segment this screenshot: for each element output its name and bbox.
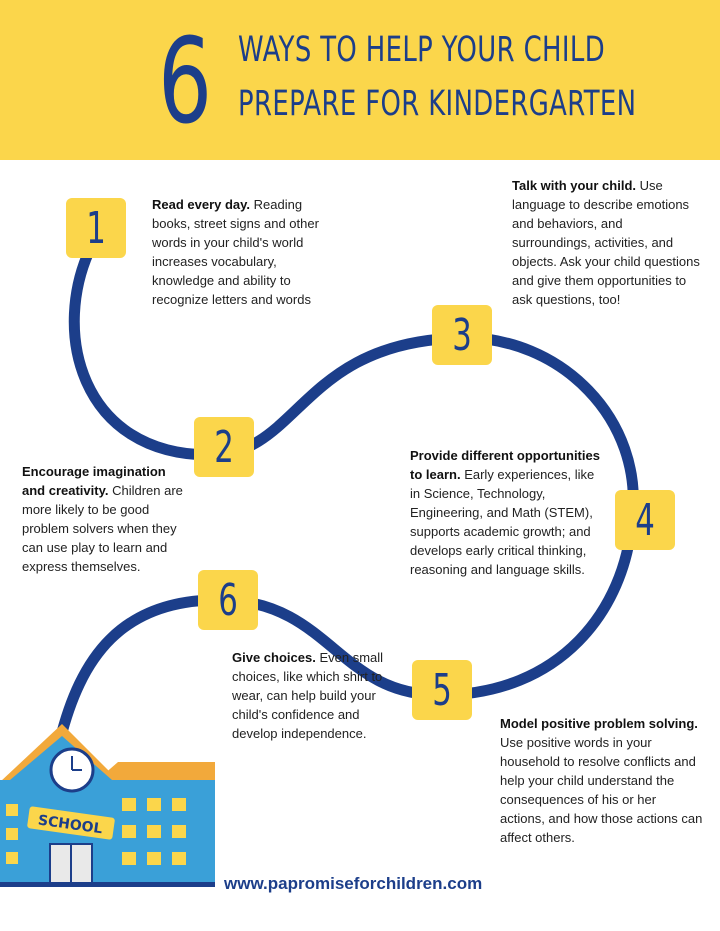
step-6-body: Even small choices, like which shirt to wear, can help build your child's confidence and develop independence. (232, 650, 384, 741)
step-1-badge (66, 198, 126, 258)
title-line-1: WAYS TO HELP YOUR CHILD (238, 30, 606, 70)
step-4-text (410, 446, 606, 579)
step-1-body: Reading books, street signs and other words in your child's world increases vocabulary, knowledge and ability to recognize letters and words (152, 197, 319, 307)
step-5-number: 5 (432, 664, 452, 716)
title-line-2: PREPARE FOR KINDERGARTEN (238, 84, 637, 124)
step-5-badge (412, 660, 472, 720)
step-4-body: Early experiences, like in Science, Technology, Engineering, and Math (STEM), supports academic growth; and develops early critical thinking, reasoning and language skills. (410, 467, 595, 577)
step-3-heading: Talk with your child. (512, 178, 636, 193)
step-2-badge (194, 417, 254, 477)
step-6-text (232, 648, 394, 743)
header-number: 6 (158, 12, 213, 150)
step-2-body: Children are more likely to be good problem solvers when they can use play to learn and express themselves. (22, 483, 183, 574)
step-1-heading: Read every day. (152, 197, 251, 212)
step-5-heading: Model positive problem solving. (500, 716, 698, 731)
step-4-heading: Provide different opportunities to learn. (410, 448, 600, 482)
step-1-text (152, 195, 327, 309)
step-3-badge (432, 305, 492, 365)
step-3-body: Use language to describe emotions and behaviors, and surroundings, activities, and objects. Ask your child questions and give them opportunities to ask questions, too! (512, 178, 700, 307)
step-4-number: 4 (635, 494, 655, 546)
step-6-heading: Give choices. (232, 650, 316, 665)
step-2-text (22, 462, 190, 576)
step-2-number: 2 (214, 421, 234, 473)
school-building-icon (0, 710, 215, 890)
step-3-number: 3 (452, 309, 472, 361)
step-5-body: Use positive words in your household to resolve conflicts and help your child understand the consequences of his or her actions, and how those actions can affect others. (500, 735, 703, 845)
step-4-badge (615, 490, 675, 550)
school-wing-roof (95, 762, 215, 782)
school-base (0, 882, 215, 887)
step-6-badge (198, 570, 258, 630)
step-5-text (500, 714, 704, 847)
school-sign-text: SCHOOL (36, 812, 104, 838)
step-6-number: 6 (218, 574, 238, 626)
step-3-text (512, 176, 702, 309)
footer-url-link[interactable]: www.papromiseforchildren.com (224, 874, 483, 893)
step-1-number: 1 (86, 202, 106, 254)
step-2-heading: Encourage imagination and creativity. (22, 464, 166, 498)
